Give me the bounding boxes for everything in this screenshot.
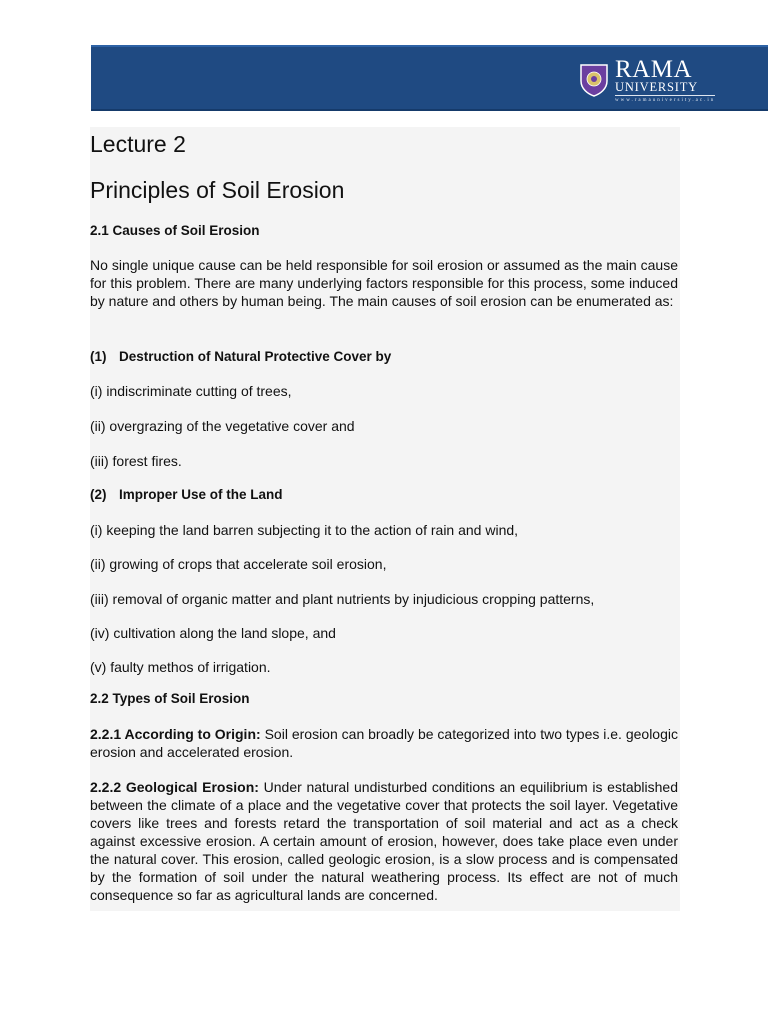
logo-subtitle: UNIVERSITY [615,81,715,96]
section-2-2-2-text: Under natural undisturbed conditions an equilibrium is established between the climate of a place and the vegetative cover that protects the soil layer. Vegetative covers like trees and forests retard the transportation of soil material and act as a check against excessive erosion. A certain amount of erosion, however, does take place even under the natural cover. This erosion, called geologic erosion, is a slow process and is compensated by the formation of soil under the natural weathering process. Its effect are not of much consequence so far as agricultural lands are concerned. [90,779,678,903]
logo-url: www.ramauniversity.ac.in [615,97,716,103]
section-2-2-heading: 2.2 Types of Soil Erosion [90,691,250,706]
cause-2-heading [90,486,678,504]
section-2-2-2-label: 2.2.2 Geological Erosion: [90,779,259,795]
cause-1-number: (1) [90,349,107,364]
cause-1-heading [90,348,678,366]
university-seal-icon [579,63,609,97]
list-item: (i) indiscriminate cutting of trees, [90,383,292,399]
section-2-2-1-paragraph [90,725,678,761]
document-page [90,127,680,911]
cause-1-title: Destruction of Natural Protective Cover by [119,349,392,364]
section-2-2-1-text: Soil erosion can broadly be categorized into two types i.e. geologic erosion and accelerated erosion. [90,726,678,760]
list-item: (v) faulty methos of irrigation. [90,659,271,675]
page-title: Principles of Soil Erosion [90,177,345,203]
list-item: (ii) overgrazing of the vegetative cover and [90,418,355,434]
list-item: (iii) forest fires. [90,453,182,469]
university-logo [579,56,716,103]
cause-2-title: Improper Use of the Land [119,487,283,502]
list-item: (iii) removal of organic matter and plant nutrients by injudicious cropping patterns, [90,591,595,607]
section-2-2-2-paragraph [90,778,678,904]
logo-name: RAMA [615,56,693,84]
section-2-2-1-label: 2.2.1 According to Origin: [90,726,261,742]
cause-2-number: (2) [90,487,107,502]
list-item: (ii) growing of crops that accelerate soil erosion, [90,556,387,572]
list-item: (iv) cultivation along the land slope, and [90,625,336,641]
list-item: (i) keeping the land barren subjecting it to the action of rain and wind, [90,522,519,538]
lecture-number: Lecture 2 [90,131,186,157]
section-2-1-heading: 2.1 Causes of Soil Erosion [90,223,260,238]
header-banner [91,45,768,111]
intro-paragraph: No single unique cause can be held responsible for soil erosion or assumed as the main cause for this problem. There are many underlying factors responsible for this process, some induced by nature and others by human being. The main causes of soil erosion can be enumerated as: [90,257,678,309]
